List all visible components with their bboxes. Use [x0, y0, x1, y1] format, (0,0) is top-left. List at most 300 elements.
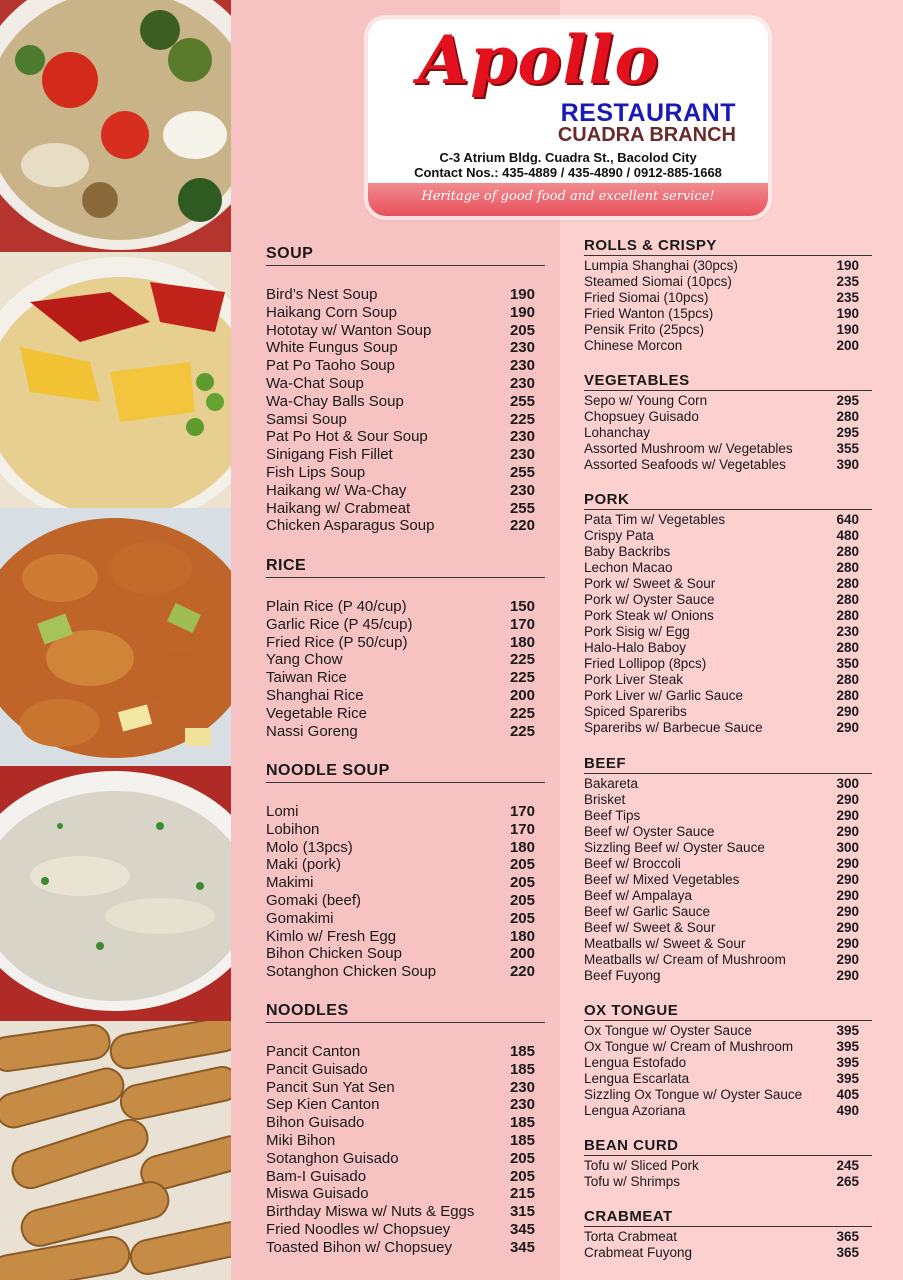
item-name: Spareribs w/ Barbecue Sauce — [584, 720, 763, 735]
menu-items — [584, 393, 872, 473]
item-price: 205 — [509, 321, 535, 339]
menu-item — [584, 936, 872, 952]
menu-items — [584, 258, 872, 354]
item-name: Sotanghon Chicken Soup — [266, 963, 437, 981]
menu-items — [584, 1229, 872, 1261]
menu-item — [266, 856, 545, 874]
item-name: Shanghai Rice — [266, 686, 364, 704]
item-price: 180 — [509, 633, 535, 651]
menu-item — [266, 428, 545, 446]
item-price: 295 — [836, 425, 859, 440]
menu-item — [266, 687, 545, 705]
menu-item — [584, 322, 872, 338]
item-price: 290 — [836, 856, 859, 871]
menu-item — [584, 640, 872, 656]
item-price: 290 — [836, 904, 859, 919]
menu-item — [266, 1168, 545, 1186]
menu-item — [584, 425, 872, 441]
item-name: Sotanghon Guisado — [266, 1149, 399, 1167]
item-price: 180 — [509, 838, 535, 856]
item-name: Lumpia Shanghai (30pcs) — [584, 258, 738, 273]
menu-item — [584, 952, 872, 968]
item-name: Assorted Seafoods w/ Vegetables — [584, 457, 786, 472]
item-name: Beef w/ Garlic Sauce — [584, 904, 711, 919]
item-name: Tofu w/ Sliced Pork — [584, 1158, 699, 1173]
item-price: 170 — [509, 803, 535, 820]
item-name: Beef Tips — [584, 808, 641, 823]
menu-section-rice — [266, 557, 545, 740]
item-name: Sinigang Fish Fillet — [266, 446, 393, 464]
item-price: 315 — [509, 1203, 535, 1221]
menu-item — [584, 258, 872, 274]
item-name: Wa-Chat Soup — [266, 374, 364, 392]
item-price: 185 — [509, 1114, 535, 1132]
item-name: Steamed Siomai (10pcs) — [584, 274, 732, 289]
item-price: 200 — [836, 338, 859, 353]
menu-item — [266, 1061, 545, 1079]
item-name: Fried Noodles w/ Chopsuey — [266, 1220, 451, 1238]
item-price: 220 — [509, 517, 535, 535]
section-title: VEGETABLES — [584, 372, 872, 391]
item-name: Nassi Goreng — [266, 722, 358, 740]
item-price: 230 — [509, 481, 535, 499]
menu-item — [584, 1055, 872, 1071]
item-name: Sizzling Beef w/ Oyster Sauce — [584, 840, 765, 855]
item-price: 230 — [836, 624, 859, 639]
item-name: Lechon Macao — [584, 560, 673, 575]
item-name: Bird’s Nest Soup — [266, 286, 378, 303]
item-name: Beef w/ Ampalaya — [584, 888, 693, 903]
item-price: 190 — [836, 306, 859, 321]
item-name: Miswa Guisado — [266, 1185, 369, 1203]
item-price: 230 — [509, 446, 535, 464]
menu-item — [584, 393, 872, 409]
item-price: 295 — [836, 393, 859, 408]
item-name: Lengua Estofado — [584, 1055, 687, 1070]
menu-item — [266, 963, 545, 981]
item-name: Pork Steak w/ Onions — [584, 608, 714, 623]
menu-item — [266, 1096, 545, 1114]
section-title: SOUP — [266, 245, 545, 266]
item-name: Chicken Asparagus Soup — [266, 517, 435, 535]
menu-item — [266, 482, 545, 500]
item-price: 190 — [509, 303, 535, 321]
item-name: Pensik Frito (25pcs) — [584, 322, 705, 337]
item-price: 225 — [509, 722, 535, 740]
item-price: 365 — [836, 1245, 859, 1260]
menu-item — [584, 624, 872, 640]
item-price: 230 — [509, 374, 535, 392]
item-name: Ox Tongue w/ Oyster Sauce — [584, 1023, 752, 1038]
menu-item — [584, 672, 872, 688]
item-price: 235 — [836, 274, 859, 289]
item-price: 265 — [836, 1174, 859, 1189]
menu-item — [266, 1114, 545, 1132]
menu-item — [584, 1174, 872, 1190]
item-price: 255 — [509, 392, 535, 410]
item-name: Yang Chow — [266, 651, 343, 669]
menu-item — [266, 616, 545, 634]
item-name: Beef Fuyong — [584, 968, 661, 983]
menu-item — [266, 1079, 545, 1097]
menu-item — [584, 512, 872, 528]
item-name: Fried Lollipop (8pcs) — [584, 656, 707, 671]
item-name: Lengua Escarlata — [584, 1071, 690, 1086]
item-name: Beef w/ Broccoli — [584, 856, 681, 871]
item-price: 225 — [509, 651, 535, 669]
menu-item — [584, 808, 872, 824]
item-name: Pork Liver w/ Garlic Sauce — [584, 688, 744, 703]
menu-item — [266, 304, 545, 322]
item-name: Fried Rice (P 50/cup) — [266, 633, 408, 651]
menu-item — [266, 446, 545, 464]
menu-item — [584, 1071, 872, 1087]
item-name: Sizzling Ox Tongue w/ Oyster Sauce — [584, 1087, 803, 1102]
item-price: 280 — [836, 672, 859, 687]
menu-section-bean-curd — [584, 1137, 872, 1190]
item-name: Fried Wanton (15pcs) — [584, 306, 714, 321]
item-price: 230 — [509, 428, 535, 446]
restaurant-header — [368, 19, 768, 216]
item-name: Pork w/ Oyster Sauce — [584, 592, 715, 607]
item-name: Crabmeat Fuyong — [584, 1245, 693, 1260]
menu-item — [584, 560, 872, 576]
item-price: 395 — [836, 1039, 859, 1054]
section-title: BEAN CURD — [584, 1137, 872, 1156]
item-price: 280 — [836, 560, 859, 575]
menu-items — [266, 803, 545, 981]
item-name: Tofu w/ Shrimps — [584, 1174, 681, 1189]
item-price: 280 — [836, 688, 859, 703]
item-name: Haikang Corn Soup — [266, 303, 397, 321]
menu-items — [584, 1023, 872, 1119]
menu-item — [584, 888, 872, 904]
item-price: 255 — [509, 463, 535, 481]
menu-item — [584, 688, 872, 704]
item-name: Pata Tim w/ Vegetables — [584, 512, 726, 527]
menu-item — [266, 1203, 545, 1221]
menu-item — [584, 904, 872, 920]
menu-item — [266, 910, 545, 928]
item-name: Sep Kien Canton — [266, 1096, 380, 1114]
menu-section-rolls-crispy — [584, 237, 872, 354]
fried-rice-image — [0, 252, 231, 508]
menu-items — [584, 512, 872, 736]
item-price: 290 — [836, 968, 859, 983]
item-price: 150 — [509, 598, 535, 615]
menu-item — [584, 792, 872, 808]
item-price: 290 — [836, 888, 859, 903]
item-price: 280 — [836, 544, 859, 559]
menu-section-beef — [584, 755, 872, 984]
item-name: Pat Po Taoho Soup — [266, 357, 395, 375]
menu-item — [266, 517, 545, 535]
restaurant-name: RESTAURANT — [560, 99, 736, 127]
item-price: 480 — [836, 528, 859, 543]
menu-item — [266, 464, 545, 482]
menu-item — [266, 821, 545, 839]
item-price: 200 — [509, 686, 535, 704]
item-price: 405 — [836, 1087, 859, 1102]
section-title: NOODLE SOUP — [266, 762, 545, 783]
contact-numbers: Contact Nos.: 435-4889 / 435-4890 / 0912-885-1668 — [414, 165, 722, 180]
item-price: 205 — [509, 874, 535, 892]
section-title: ROLLS & CRISPY — [584, 237, 872, 256]
item-name: Pork Sisig w/ Egg — [584, 624, 690, 639]
item-name: Lengua Azoriana — [584, 1103, 686, 1118]
item-name: Lomi — [266, 803, 299, 820]
menu-item — [584, 576, 872, 592]
menu-item — [584, 1229, 872, 1245]
menu-item — [266, 1221, 545, 1239]
item-name: Beef w/ Mixed Vegetables — [584, 872, 740, 887]
item-price: 290 — [836, 704, 859, 719]
item-price: 290 — [836, 808, 859, 823]
item-name: Fried Siomai (10pcs) — [584, 290, 709, 305]
item-price: 230 — [509, 1078, 535, 1096]
menu-item — [266, 500, 545, 518]
menu-item — [266, 1132, 545, 1150]
item-name: Lobihon — [266, 820, 320, 838]
item-price: 190 — [509, 286, 535, 303]
menu-item — [584, 1103, 872, 1119]
item-price: 205 — [509, 909, 535, 927]
item-name: Haikang w/ Wa-Chay — [266, 481, 407, 499]
menu-item — [266, 286, 545, 304]
menu-item — [266, 411, 545, 429]
menu-item — [266, 393, 545, 411]
section-title: RICE — [266, 557, 545, 578]
item-price: 280 — [836, 592, 859, 607]
item-price: 355 — [836, 441, 859, 456]
item-price: 395 — [836, 1071, 859, 1086]
item-name: Brisket — [584, 792, 626, 807]
vegetable-soup-photo — [0, 0, 231, 252]
menu-item — [266, 1150, 545, 1168]
item-price: 280 — [836, 640, 859, 655]
item-name: Meatballs w/ Cream of Mushroom — [584, 952, 786, 967]
menu-items — [266, 598, 545, 740]
menu-item — [584, 528, 872, 544]
menu-item — [584, 824, 872, 840]
section-title: PORK — [584, 491, 872, 510]
item-price: 345 — [509, 1238, 535, 1256]
menu-item — [584, 704, 872, 720]
menu-section-soup — [266, 245, 545, 535]
menu-item — [266, 669, 545, 687]
item-name: Pancit Canton — [266, 1043, 361, 1060]
item-price: 290 — [836, 936, 859, 951]
item-name: Spiced Spareribs — [584, 704, 687, 719]
menu-item — [584, 290, 872, 306]
food-photo-strip — [0, 0, 231, 1280]
item-name: Gomakimi — [266, 909, 334, 927]
item-price: 490 — [836, 1103, 859, 1118]
menu-item — [266, 803, 545, 821]
menu-items — [266, 286, 545, 535]
item-name: Assorted Mushroom w/ Vegetables — [584, 441, 793, 456]
menu-item — [584, 544, 872, 560]
item-name: Chopsuey Guisado — [584, 409, 699, 424]
item-name: Gomaki (beef) — [266, 891, 362, 909]
item-price: 225 — [509, 704, 535, 722]
menu-item — [266, 634, 545, 652]
menu-item — [584, 656, 872, 672]
item-name: Molo (13pcs) — [266, 838, 353, 856]
menu-item — [266, 1043, 545, 1061]
item-name: Vegetable Rice — [266, 704, 367, 722]
menu-item — [584, 457, 872, 473]
item-price: 280 — [836, 608, 859, 623]
item-name: Ox Tongue w/ Cream of Mushroom — [584, 1039, 794, 1054]
item-price: 395 — [836, 1023, 859, 1038]
menu-items — [266, 1043, 545, 1257]
item-name: Maki (pork) — [266, 856, 342, 874]
menu-section-vegetables — [584, 372, 872, 473]
menu-item — [584, 872, 872, 888]
item-price: 170 — [509, 615, 535, 633]
menu-item — [584, 409, 872, 425]
item-name: Pancit Guisado — [266, 1060, 368, 1078]
sweet-sour-pork-photo — [0, 508, 231, 766]
item-name: White Fungus Soup — [266, 339, 398, 357]
menu-item — [266, 705, 545, 723]
egg-drop-soup-photo — [0, 766, 231, 1021]
item-price: 395 — [836, 1055, 859, 1070]
item-name: Plain Rice (P 40/cup) — [266, 598, 407, 615]
menu-item — [584, 1023, 872, 1039]
item-name: Toasted Bihon w/ Chopsuey — [266, 1238, 452, 1256]
menu-item — [266, 892, 545, 910]
menu-item — [584, 441, 872, 457]
menu-item — [584, 776, 872, 792]
item-name: Kimlo w/ Fresh Egg — [266, 927, 397, 945]
item-price: 205 — [509, 1167, 535, 1185]
branch-name: CUADRA BRANCH — [557, 124, 736, 146]
item-price: 280 — [836, 576, 859, 591]
item-price: 225 — [509, 410, 535, 428]
item-price: 205 — [509, 1149, 535, 1167]
menu-item — [584, 306, 872, 322]
item-name: Chinese Morcon — [584, 338, 683, 353]
item-name: Garlic Rice (P 45/cup) — [266, 615, 413, 633]
item-name: Sepo w/ Young Corn — [584, 393, 708, 408]
menu-item — [266, 651, 545, 669]
item-name: Bihon Guisado — [266, 1114, 365, 1132]
vegetable-soup-image — [0, 0, 231, 252]
item-name: Lohanchay — [584, 425, 651, 440]
item-price: 190 — [836, 322, 859, 337]
item-name: Pork w/ Sweet & Sour — [584, 576, 716, 591]
item-price: 280 — [836, 409, 859, 424]
address: C-3 Atrium Bldg. Cuadra St., Bacolod City — [439, 150, 697, 165]
item-price: 190 — [836, 258, 859, 273]
menu-item — [266, 598, 545, 616]
menu-item — [266, 1185, 545, 1203]
item-price: 230 — [509, 1096, 535, 1114]
menu-section-ox-tongue — [584, 1002, 872, 1119]
item-name: Crispy Pata — [584, 528, 654, 543]
item-price: 185 — [509, 1043, 535, 1060]
item-price: 185 — [509, 1131, 535, 1149]
egg-drop-soup-image — [0, 766, 231, 1021]
section-title: BEEF — [584, 755, 872, 774]
item-price: 245 — [836, 1158, 859, 1173]
item-price: 185 — [509, 1060, 535, 1078]
item-name: Pancit Sun Yat Sen — [266, 1078, 395, 1096]
item-price: 170 — [509, 820, 535, 838]
item-price: 365 — [836, 1229, 859, 1244]
item-price: 205 — [509, 891, 535, 909]
menu-section-crabmeat — [584, 1208, 872, 1261]
item-price: 290 — [836, 792, 859, 807]
item-price: 225 — [509, 669, 535, 687]
menu-item — [266, 322, 545, 340]
item-price: 290 — [836, 872, 859, 887]
item-price: 200 — [509, 945, 535, 963]
sweet-sour-pork-image — [0, 508, 231, 766]
item-name: Pork Liver Steak — [584, 672, 684, 687]
item-price: 300 — [836, 776, 859, 791]
menu-items — [584, 776, 872, 984]
menu-item — [266, 839, 545, 857]
item-name: Halo-Halo Baboy — [584, 640, 687, 655]
spring-rolls-photo — [0, 1021, 231, 1280]
menu-section-noodle-soup — [266, 762, 545, 981]
item-price: 230 — [509, 339, 535, 357]
item-name: Samsi Soup — [266, 410, 347, 428]
menu-item — [266, 723, 545, 741]
menu-item — [584, 1039, 872, 1055]
item-price: 290 — [836, 824, 859, 839]
item-price: 180 — [509, 927, 535, 945]
menu-item — [584, 856, 872, 872]
item-name: Baby Backribs — [584, 544, 671, 559]
menu-item — [584, 338, 872, 354]
item-name: Bakareta — [584, 776, 639, 791]
item-price: 640 — [836, 512, 859, 527]
item-price: 255 — [509, 499, 535, 517]
item-name: Torta Crabmeat — [584, 1229, 678, 1244]
section-title: OX TONGUE — [584, 1002, 872, 1021]
menu-item — [584, 274, 872, 290]
restaurant-logo: Apollo — [418, 21, 660, 99]
item-name: Beef w/ Sweet & Sour — [584, 920, 716, 935]
item-price: 290 — [836, 952, 859, 967]
item-name: Birthday Miswa w/ Nuts & Eggs — [266, 1203, 475, 1221]
item-name: Taiwan Rice — [266, 669, 347, 687]
menu-item — [266, 945, 545, 963]
menu-item — [584, 920, 872, 936]
tagline: Heritage of good food and excellent service! — [421, 189, 715, 204]
section-title: CRABMEAT — [584, 1208, 872, 1227]
menu-item — [584, 1087, 872, 1103]
item-price: 345 — [509, 1220, 535, 1238]
item-name: Pat Po Hot & Sour Soup — [266, 428, 428, 446]
menu-item — [266, 375, 545, 393]
item-price: 390 — [836, 457, 859, 472]
menu-item — [584, 968, 872, 984]
menu-item — [266, 928, 545, 946]
item-price: 300 — [836, 840, 859, 855]
menu-item — [584, 840, 872, 856]
item-price: 230 — [509, 357, 535, 375]
item-price: 290 — [836, 920, 859, 935]
menu-item — [266, 874, 545, 892]
item-name: Hototay w/ Wanton Soup — [266, 321, 432, 339]
item-price: 215 — [509, 1185, 535, 1203]
menu-item — [266, 339, 545, 357]
